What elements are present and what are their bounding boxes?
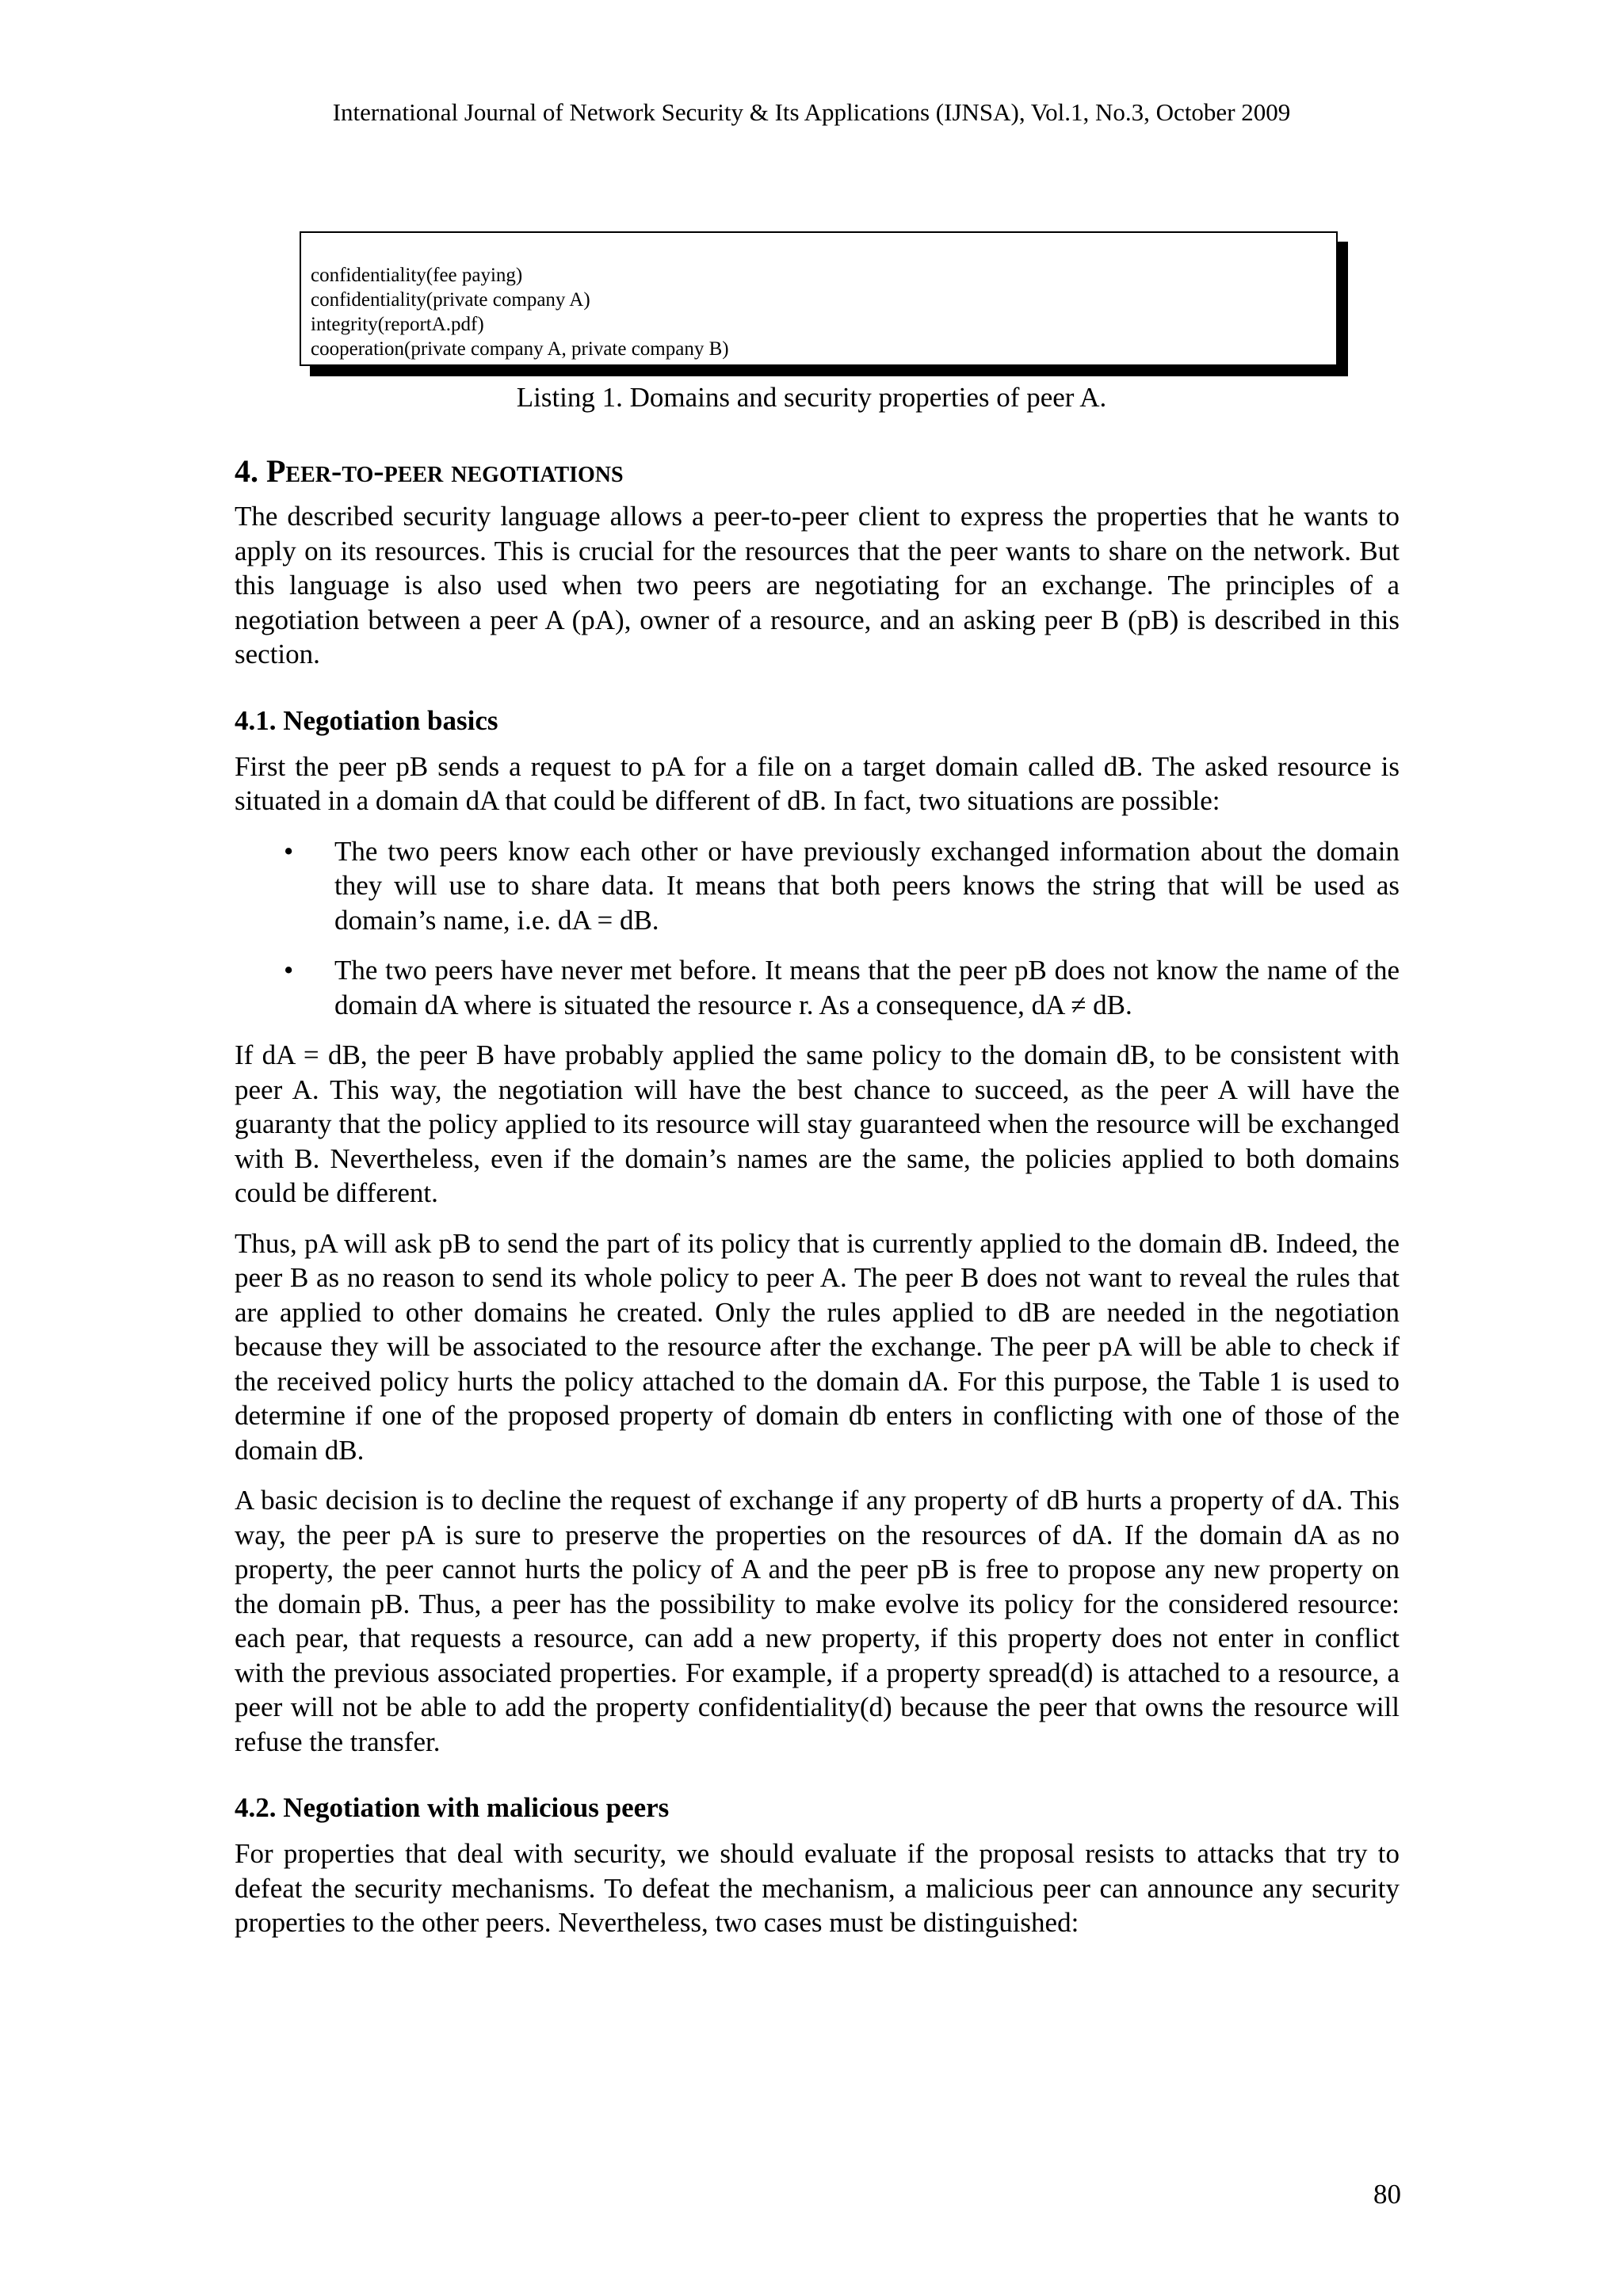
listing-code xyxy=(311,263,729,361)
section-heading: 4. Peer-to-peer negotiations xyxy=(235,453,624,489)
listing-line: confidentiality(private company A) xyxy=(311,289,590,311)
paragraph: Thus, pA will ask pB to send the part of its policy that is currently applied to the domain dB. Indeed, the peer B as no reason to send its whole policy to peer A. The peer B does not want to reveal the rules that are applied to other domains he created. Only the rules applied to dB are needed in the negotiation because they will be associated to the resource after the exchange. The peer pA will be able to check if the received policy hurts the policy attached to the domain dA. For this purpose, the Table 1 is used to determine if one of the proposed property of domain db enters in conflicting with one of those of the domain dB. xyxy=(235,1227,1400,1466)
page-number: 80 xyxy=(1373,2179,1401,2210)
listing-line: integrity(reportA.pdf) xyxy=(311,314,484,335)
listing-line: cooperation(private company A, private company B) xyxy=(311,338,729,360)
list-item-text: The two peers know each other or have previously exchanged information about the domain they will use to share data. It means that both peers knows the string that will be used as domain’s name, i.e. dA = dB. xyxy=(334,835,1400,936)
paragraph: A basic decision is to decline the request of exchange if any property of dB hurts a property of dA. This way, the peer pA is sure to preserve the properties on the resources of dA. If the domain dA as no property, the peer cannot hurts the policy of A and the peer pB is free to propose any new property on the domain pB. Thus, a peer has the possibility to make evolve its policy for the considered resource: each pear, that requests a resource, can add a new property, if this property does not enter in conflict with the previous associated properties. For example, if a property spread(d) is attached to a resource, a peer will not be able to add the property confidentiality(d) because the peer that owns the resource will refuse the transfer. xyxy=(235,1485,1400,1757)
bullet-icon: • xyxy=(284,835,294,867)
listing-caption: Listing 1. Domains and security properties of peer A. xyxy=(516,382,1107,413)
bullet-icon: • xyxy=(284,955,294,986)
bullet-list xyxy=(235,834,1400,1023)
list-item-text: The two peers have never met before. It means that the peer pB does not know the name of the domain dA where is situated the resource r. As a consequence, dA ≠ dB. xyxy=(334,955,1400,1020)
subsection-heading-malicious: 4.2. Negotiation with malicious peers xyxy=(235,1792,670,1823)
listing-box xyxy=(300,231,1338,366)
list-item xyxy=(235,953,1400,1022)
section-intro-paragraph: The described security language allows a peer-to-peer client to express the properties that he wants to apply on its resources. This is crucial for the resources that the peer wants to share on the network. But this language is also used when two peers are negotiating for an exchange. The principles of a negotiation between a peer A (pA), owner of a resource, and an asking peer B (pB) is described in this section. xyxy=(235,501,1400,669)
paragraph: First the peer pB sends a request to pA for a file on a target domain called dB. The asked resource is situated in a domain dA that could be different of dB. In fact, two situations are possible: xyxy=(235,750,1400,816)
running-header: International Journal of Network Security & Its Applications (IJNSA), Vol.1, No.3, October 2009 xyxy=(332,98,1291,126)
main-content xyxy=(235,450,1400,1956)
subsection-heading-basics: 4.1. Negotiation basics xyxy=(235,704,498,736)
paragraph: For properties that deal with security, we should evaluate if the proposal resists to attacks that try to defeat the security mechanisms. To defeat the mechanism, a malicious peer can announce any security properties to the other peers. Nevertheless, two cases must be distinguished: xyxy=(235,1838,1400,1938)
list-item xyxy=(235,834,1400,938)
paragraph: If dA = dB, the peer B have probably applied the same policy to the domain dB, to be consistent with peer A. This way, the negotiation will have the best chance to succeed, as the peer A will have the guaranty that the policy applied to its resource will stay guaranteed when the resource will be exchanged with B. Nevertheless, even if the domain’s names are the same, the policies applied to both domains could be different. xyxy=(235,1039,1400,1208)
listing-line: confidentiality(fee paying) xyxy=(311,265,523,286)
